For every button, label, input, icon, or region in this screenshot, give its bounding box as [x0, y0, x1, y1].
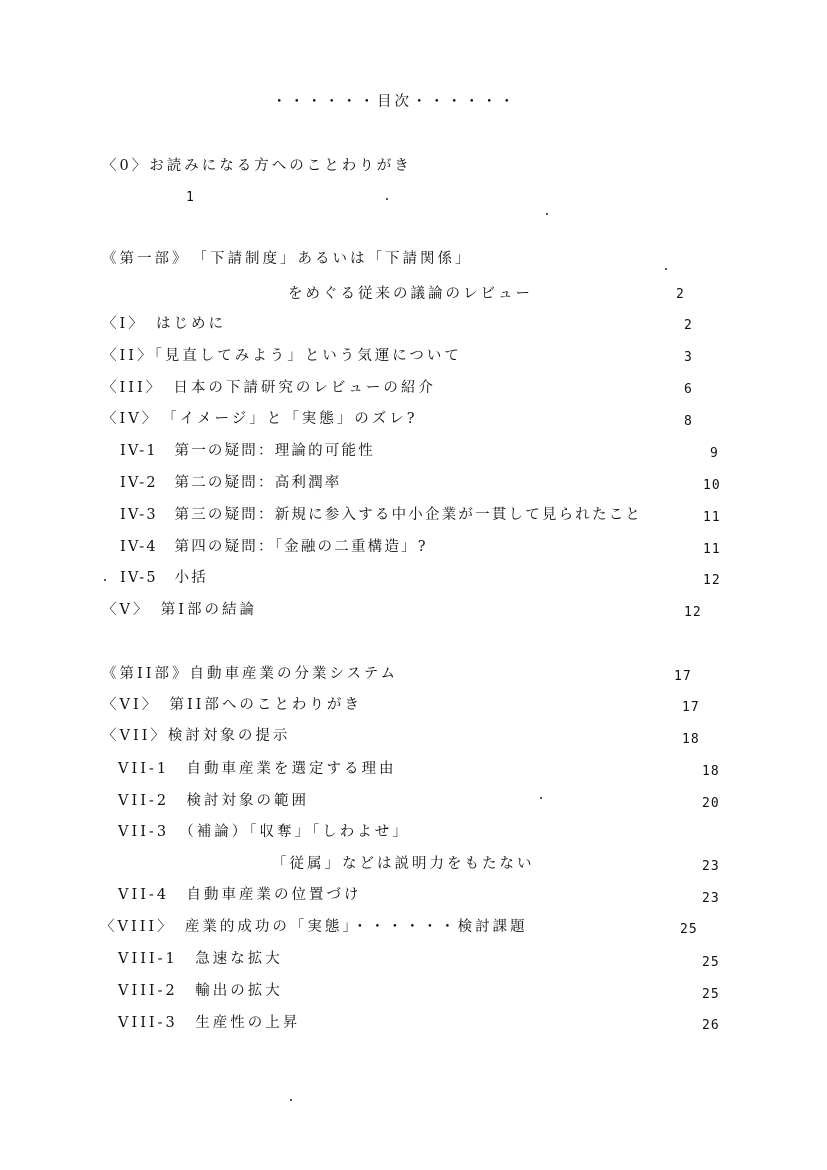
- toc-entry-label: 〈VI〉 第II部へのことわりがき: [102, 697, 362, 713]
- toc-subentry-page: 23: [702, 891, 720, 906]
- toc-entry-label: 〈II〉「見直してみよう」という気運について: [102, 348, 462, 364]
- toc-entry-page: 8: [684, 414, 693, 429]
- toc-subentry-page: 20: [702, 796, 720, 811]
- toc-subentry-page: 25: [702, 955, 720, 970]
- part2-title: 《第II部》自動車産業の分業システム: [102, 666, 399, 682]
- toc-subentry-page: 23: [702, 859, 720, 874]
- toc-subentry-label: IV-2 第二の疑問：高利潤率: [120, 475, 342, 491]
- toc-heading: ・・・・・・目次・・・・・・: [272, 94, 517, 110]
- toc-entry-page: 6: [684, 382, 693, 397]
- toc-subentry-page: 18: [702, 764, 720, 779]
- toc-subentry-page: 12: [703, 573, 721, 588]
- scan-speck: [104, 579, 106, 581]
- toc-entry-label: 〈VII〉検討対象の提示: [102, 728, 291, 744]
- toc-subentry-label: IV-4 第四の疑問：「金融の二重構造」?: [120, 539, 428, 555]
- toc-subentry-label: VII-3 （補論）「収奪」「しわよせ」: [118, 824, 410, 840]
- scan-speck: [546, 213, 548, 215]
- toc-entry-page: 17: [682, 700, 700, 715]
- part1-title-line1: 《第一部》 「下請制度」あるいは「下請関係」: [102, 251, 473, 267]
- toc-entry-page: 3: [684, 350, 693, 365]
- toc-subentry-label: IV-3 第三の疑問：新規に参入する中小企業が一貫して見られたこと: [120, 507, 643, 523]
- toc-subentry-label: IV-1 第一の疑問：理論的可能性: [120, 443, 375, 459]
- toc-subentry-label: VII-1 自動車産業を選定する理由: [118, 761, 397, 777]
- part1-page: 2: [676, 287, 685, 302]
- toc-subentry-page: 10: [703, 478, 721, 493]
- toc-subentry-page: 11: [703, 510, 721, 525]
- toc-subentry-label: VIII-2 輸出の拡大: [118, 983, 283, 999]
- scan-speck: [540, 797, 542, 799]
- toc-subentry-label-continued: 「従属」などは説明力をもたない: [272, 856, 535, 872]
- scan-speck: [290, 1099, 292, 1101]
- toc-subentry-label: IV-5 小括: [120, 570, 208, 586]
- toc-subentry-page: 25: [702, 987, 720, 1002]
- toc-subentry-label: VIII-3 生産性の上昇: [118, 1015, 301, 1031]
- toc-entry-page: 18: [682, 732, 700, 747]
- toc-entry-label: 〈I〉 はじめに: [102, 316, 226, 332]
- scan-speck: [665, 268, 667, 270]
- toc-entry-label: 〈VIII〉 産業的成功の「実態」・・・・・・検討課題: [100, 919, 528, 935]
- scan-speck: [386, 198, 388, 200]
- toc-entry-page: 25: [680, 922, 698, 937]
- toc-subentry-page: 26: [702, 1018, 720, 1033]
- toc-entry-label: 〈III〉 日本の下請研究のレビューの紹介: [102, 380, 436, 396]
- toc-subentry-label: VII-2 検討対象の範囲: [118, 793, 310, 809]
- toc-entry-label: 〈IV〉 「イメージ」と「実態」のズレ?: [102, 411, 418, 427]
- toc-subentry-label: VII-4 自動車産業の位置づけ: [118, 887, 362, 903]
- part2-page: 17: [674, 669, 692, 684]
- toc-entry-page: 2: [684, 318, 693, 333]
- toc-entry-label: 〈V〉 第I部の結論: [102, 602, 257, 618]
- toc-subentry-label: VIII-1 急速な拡大: [118, 951, 283, 967]
- part1-title-line2: をめぐる従来の議論のレビュー: [288, 286, 533, 302]
- intro-entry-page: 1: [186, 190, 195, 205]
- toc-entry-page: 12: [684, 605, 702, 620]
- toc-subentry-page: 11: [703, 542, 721, 557]
- toc-subentry-page: 9: [710, 446, 719, 461]
- intro-entry-label: 〈0〉お読みになる方へのことわりがき: [102, 158, 412, 174]
